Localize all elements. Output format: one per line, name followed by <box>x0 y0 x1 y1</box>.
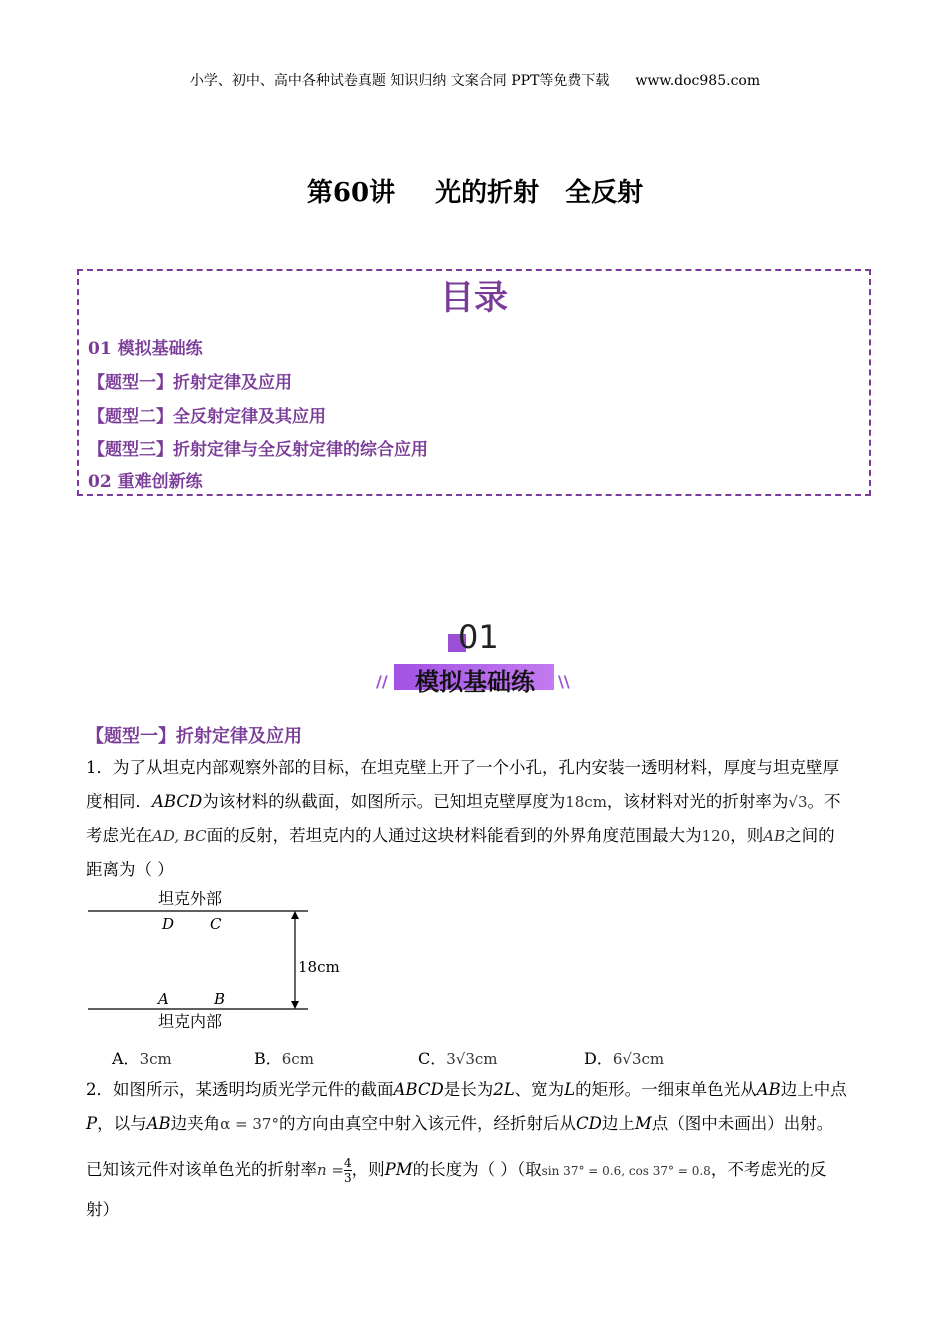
q1-thickness: 18cm <box>565 793 607 811</box>
section-heading: 【题型一】折射定律及应用 <box>86 726 302 747</box>
q2-text: 边夹角 <box>170 1114 221 1133</box>
toc-heading: 目录 <box>440 278 508 318</box>
q2-line-4: 射） <box>86 1200 119 1219</box>
option-value: 6√3cm <box>612 1050 665 1068</box>
q1-option-a[interactable] <box>112 1046 172 1069</box>
q2-var: M <box>634 1114 652 1133</box>
q2-angle: α = 37° <box>220 1115 279 1133</box>
q1-option-c[interactable] <box>418 1046 498 1069</box>
q2-text: 边上中点 <box>780 1080 847 1099</box>
option-key: A． <box>112 1049 140 1068</box>
section-badge <box>372 618 578 696</box>
figure-label-thickness: 18cm <box>298 958 340 976</box>
q1-var-ad-bc: AD, BC <box>152 827 207 845</box>
toc-item[interactable]: 【题型三】折射定律与全反射定律的综合应用 <box>88 440 428 460</box>
option-key: C． <box>418 1049 447 1068</box>
q2-index-fraction <box>344 1156 352 1185</box>
q2-text: 的方向由真空中射入该元件，经折射后从 <box>278 1114 576 1133</box>
q2-index-label: n = <box>317 1161 344 1179</box>
figure-label-outside: 坦克外部 <box>158 889 223 908</box>
title-lecture: 第60讲 <box>306 178 396 208</box>
q1-angle: 120 <box>701 827 731 845</box>
option-value: 3√3cm <box>446 1050 498 1068</box>
figure-label-C: C <box>210 915 222 933</box>
option-value: 3cm <box>139 1050 172 1068</box>
figure-label-A: A <box>158 990 169 1008</box>
q1-option-b[interactable] <box>254 1046 314 1069</box>
q2-text: ，则 <box>351 1160 385 1179</box>
badge-right-mark: \\ <box>558 672 570 691</box>
option-key: D． <box>584 1049 613 1068</box>
q2-text: 、宽为 <box>514 1080 565 1099</box>
q2-text: 的矩形。一细束单色光从 <box>575 1080 757 1099</box>
q2-var: 2L <box>493 1080 515 1099</box>
q1-var-abcd: ABCD <box>152 792 203 811</box>
q1-option-d[interactable] <box>584 1046 664 1069</box>
q1-line-1: 1．为了从坦克内部观察外部的目标，在坦克壁上开了一个小孔，孔内安装一透明材料，厚度与坦克壁厚 <box>86 758 839 777</box>
q1-index: √3 <box>788 793 808 811</box>
arrow-head-up <box>291 911 299 919</box>
fraction-denominator: 3 <box>344 1171 352 1185</box>
option-key: B． <box>254 1049 282 1068</box>
q2-text: ，以与 <box>97 1114 147 1133</box>
toc-item[interactable]: 01 模拟基础练 <box>88 339 203 359</box>
q2-var: CD <box>575 1114 602 1133</box>
q2-text: 边上 <box>601 1114 635 1133</box>
q2-var: PM <box>384 1160 413 1179</box>
figure-label-D: D <box>162 915 175 933</box>
q1-var-ab: AB <box>763 827 786 845</box>
toc-item[interactable]: 【题型二】全反射定律及其应用 <box>88 407 326 427</box>
page-title <box>0 172 950 209</box>
q2-text: 的长度为（ ）（取 <box>412 1160 542 1179</box>
q2-var: ABCD <box>393 1080 444 1099</box>
q2-trig-values: sin 37° = 0.6, cos 37° = 0.8 <box>541 1164 711 1178</box>
toc-item[interactable]: 02 重难创新练 <box>88 472 203 492</box>
q2-line-1 <box>86 1080 847 1100</box>
table-of-contents <box>77 269 871 496</box>
q1-text: 。不 <box>807 792 841 811</box>
q1-text: ，该材料对光的折射率为 <box>606 792 789 811</box>
q1-line-3 <box>86 826 835 846</box>
title-topic-refraction: 光的折射 <box>435 178 540 208</box>
q2-line-3 <box>86 1156 826 1185</box>
header-text: 小学、初中、高中各种试卷真题 知识归纳 文案合同 PPT等免费下载 <box>189 73 610 89</box>
q1-text: 考虑光在 <box>86 826 152 845</box>
title-topic-total-reflection: 全反射 <box>565 178 644 208</box>
fraction-numerator: 4 <box>344 1156 352 1170</box>
q2-var: AB <box>146 1114 171 1133</box>
q1-text: 为该材料的纵截面，如图所示。已知坦克壁厚度为 <box>202 792 566 811</box>
q2-text: 2．如图所示，某透明均质光学元件的截面 <box>86 1080 394 1099</box>
badge-number: 01 <box>458 618 499 656</box>
q2-var: P <box>86 1114 98 1133</box>
page-header <box>0 70 950 90</box>
q2-text: 点（图中未画出）出射。 <box>651 1114 834 1133</box>
q1-text: 度相同． <box>86 792 152 811</box>
q2-text: 是长为 <box>443 1080 494 1099</box>
q2-var: L <box>564 1080 576 1099</box>
q2-text: 已知该元件对该单色光的折射率 <box>86 1160 317 1179</box>
q1-text: ，则 <box>730 826 764 845</box>
q2-text: ，不考虑光的反 <box>710 1160 827 1179</box>
q1-text: 之间的 <box>785 826 835 845</box>
arrow-head-down <box>291 1001 299 1009</box>
header-site[interactable]: www.doc985.com <box>635 73 761 89</box>
q1-line-2 <box>86 792 841 812</box>
q2-line-2 <box>86 1114 833 1134</box>
toc-item[interactable]: 【题型一】折射定律及应用 <box>88 373 292 393</box>
q2-var: AB <box>756 1080 781 1099</box>
q1-figure <box>86 886 340 1036</box>
q1-line-4: 距离为（ ） <box>86 860 174 879</box>
q1-text: 面的反射，若坦克内的人通过这块材料能看到的外界角度范围最大为 <box>206 826 702 845</box>
figure-label-B: B <box>214 990 226 1008</box>
figure-label-inside: 坦克内部 <box>158 1012 223 1031</box>
badge-left-mark: // <box>376 672 388 691</box>
option-value: 6cm <box>281 1050 314 1068</box>
badge-label: 模拟基础练 <box>415 668 535 696</box>
